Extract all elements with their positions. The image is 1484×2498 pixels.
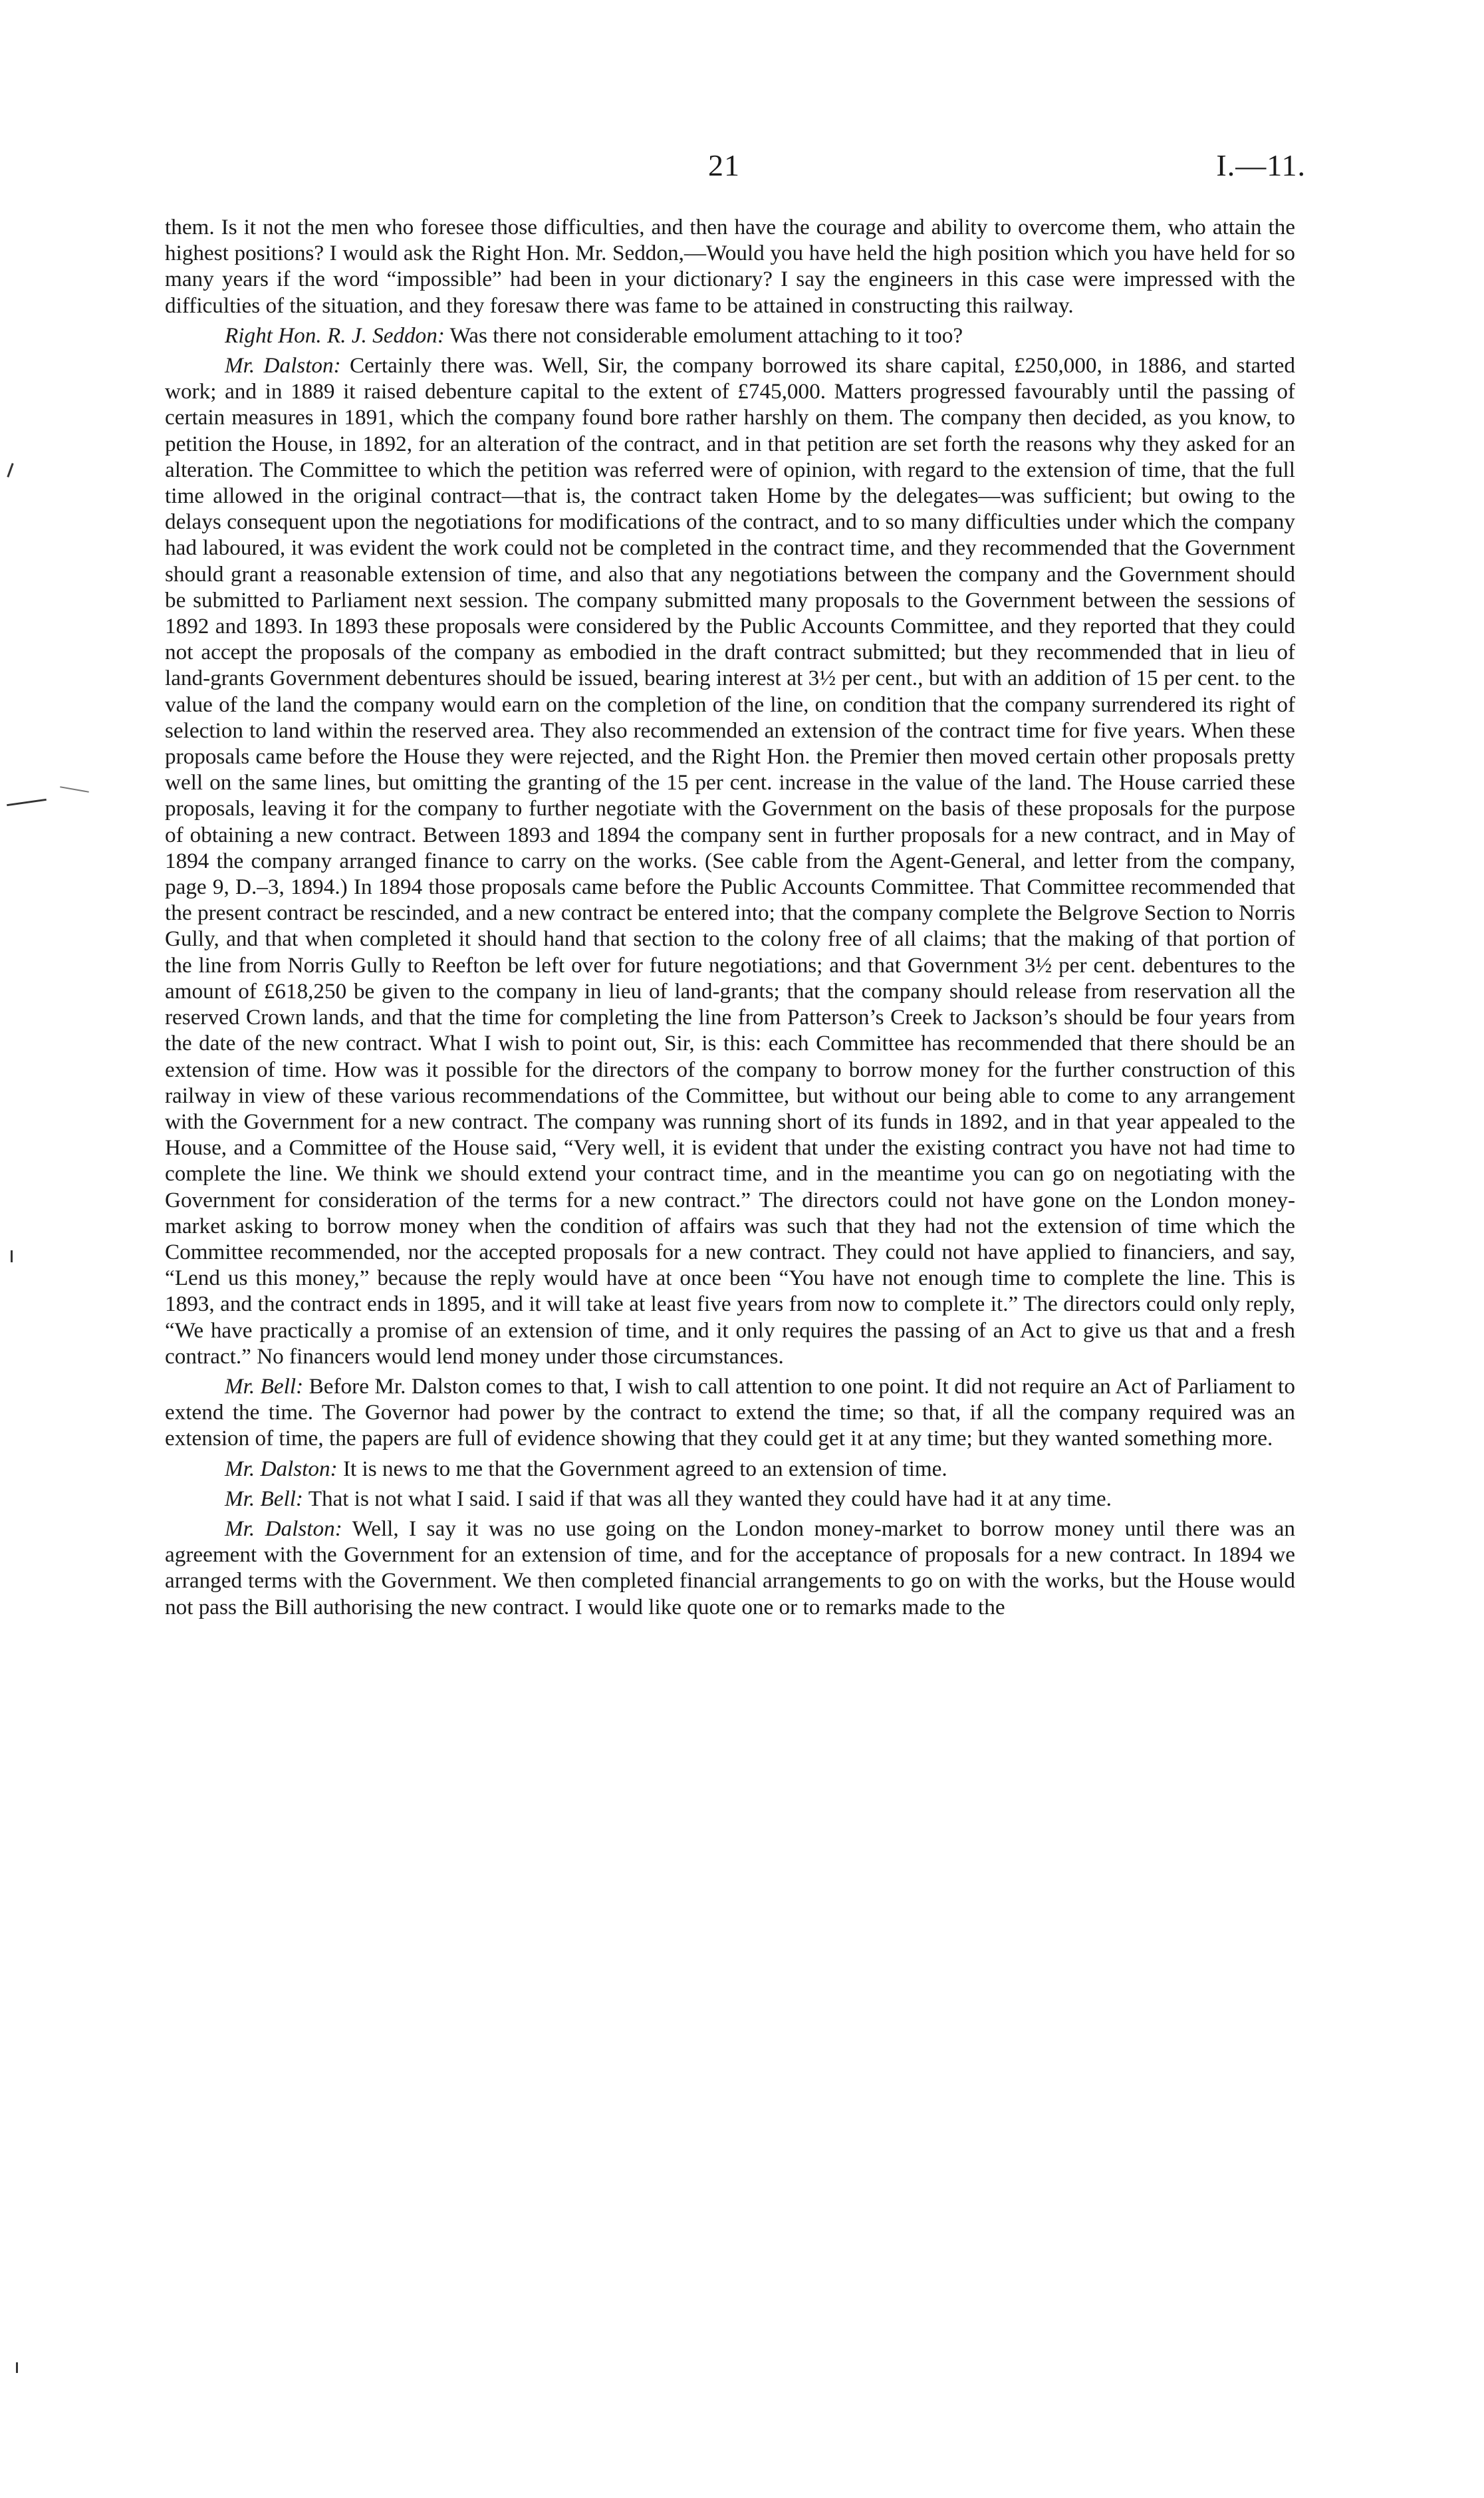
paragraph-text: Well, I say it was no use going on the London money-market to borrow money until there was an agreement with the Government for an extension of time, and for the acceptance of proposals for a new contract. In 1894 we arranged terms with the Government. We then completed financial arrangements to go on with the works, but the House would not pass the Bill authorising the new contract. I would like quote one or to remarks made to the	[165, 1516, 1295, 1619]
paragraph	[165, 214, 1295, 319]
margin-mark	[7, 463, 13, 478]
paragraph-text: Certainly there was. Well, Sir, the company borrowed its share capital, £250,000, in 1886, and started work; and in 1889 it raised debenture capital to the extent of £745,000. Matters progressed favourably until the passing of certain measures in 1891, which the company found bore rather harshly on them. The company then decided, as you know, to petition the House, in 1892, for an alteration of the contract, and in that petition are set forth the reasons why they asked for an alteration. The Committee to which the petition was referred were of opinion, with regard to the extension of time, that the full time allowed in the original contract—that is, the contract taken Home by the delegates—was sufficient; but owing to the delays consequent upon the negotiations for modifications of the contract, and to so many difficulties under which the company had laboured, it was evident the work could not be completed in the contract time, and they recommended that the Government should grant a reasonable extension of time, and also that any negotiations between the company and the Government should be submitted to Parliament next session. The company submitted many proposals to the Government between the sessions of 1892 and 1893. In 1893 these proposals were considered by the Public Accounts Committee, and they reported that they could not accept the proposals of the company as embodied in the draft contract submitted; but they recommended that in lieu of land-grants Government debentures should be issued, bearing interest at 3½ per cent., but with an addition of 15 per cent. to the value of the land the company would earn on the completion of the line, on condition that the company surrendered its right of selection to land within the reserved area. They also recommended an extension of the contract time for five years. When these proposals came before the House they were rejected, and the Right Hon. the Premier then moved certain other proposals pretty well on the same lines, but omitting the granting of the 15 per cent. increase in the value of the land. The House carried these proposals, leaving it for the company to further negotiate with the Government on the basis of these proposals for the purpose of obtaining a new contract. Between 1893 and 1894 the company sent in further proposals for a new contract, and in May of 1894 the company arranged finance to carry on the works. (See cable from the Agent-General, and letter from the company, page 9, D.–3, 1894.) In 1894 those proposals came before the Public Accounts Committee. That Committee recommended that the present contract be rescinded, and a new contract be entered into; that the company complete the Belgrove Section to Norris Gully, and that when completed it should hand that section to the colony free of all claims; that the making of that portion of the line from Norris Gully to Reefton be left over for future negotiations; and that Government 3½ per cent. debentures to the amount of £618,250 be given to the company in lieu of land-grants; that the company should release from reservation all the reserved Crown lands, and that the time for completing the line from Patterson’s Creek to Jackson’s should be four years from the date of the new contract. What I wish to point out, Sir, is this: each Committee has recommended that there should be an extension of time. How was it possible for the directors of the company to borrow money for the further construction of this railway in view of these various recommendations of the Committee, but without our being able to come to any arrangement with the Government for a new contract. The company was running short of its funds in 1892, and in that year appealed to the House, and a Committee of the House said, “Very well, it is evident that under the existing contract you have not had time to complete the line. We think we should extend your contract time, and in the meantime you can go on negotiating with the Government for consideration of the terms for a new contract.” The directors could not have gone on the London money-market asking to borrow money when the condition of affairs was such that they had not the extension of time which the Committee recommended, nor the accepted proposals for a new contract. They could not have applied to financiers, and say, “Lend us this money,” because the reply would have at once been “You have not enough time to complete the line. This is 1893, and the contract ends in 1895, and it will take at least five years from now to complete it.” The directors could only reply, “We have practically a promise of an extension of time, and it only requires the passing of an Act to give us that and a fresh contract.” No financers would lend money under those circumstances.	[165, 353, 1295, 1369]
margin-mark	[16, 2362, 18, 2373]
margin-mark	[7, 799, 47, 806]
paragraph	[165, 1456, 1295, 1482]
paragraph-text: Was there not considerable emolument attaching to it too?	[449, 323, 963, 348]
speaker-name: Mr. Bell:	[225, 1373, 304, 1399]
margin-mark	[11, 1250, 13, 1262]
document-reference: I.—11.	[1216, 148, 1306, 182]
speaker-name: Mr. Dalston:	[225, 353, 341, 378]
paragraph-text: That is not what I said. I said if that was all they wanted they could have had it at any time.	[308, 1486, 1112, 1511]
paragraph	[165, 1516, 1295, 1620]
speaker-name: Mr. Dalston:	[225, 1516, 342, 1541]
paragraph-text: them. Is it not the men who foresee those difficulties, and then have the courage and ability to overcome them, who attain the highest positions? I would ask the Right Hon. Mr. Seddon,—Would you have held the high position which you have held for so many years if the word “impossible” had been in your dictionary? I say the engineers in this case were impressed with the difficulties of the situation, and they foresaw there was fame to be attained in constructing this railway.	[165, 215, 1295, 318]
page-number: 21	[708, 148, 740, 182]
paragraph	[165, 323, 1295, 348]
speaker-name: Right Hon. R. J. Seddon:	[225, 323, 445, 348]
paragraph-text: It is news to me that the Government agreed to an extension of time.	[342, 1456, 947, 1481]
speaker-name: Mr. Bell:	[225, 1486, 303, 1511]
margin-mark	[60, 786, 89, 793]
paragraph-text: Before Mr. Dalston comes to that, I wish to call attention to one point. It did not require an Act of Parliament to extend the time. The Governor had power by the contract to extend the time; so that, if all the company required was an extension of time, the papers are full of evidence showing that they could get it at any time; but they wanted something more.	[165, 1373, 1295, 1451]
paragraph	[165, 352, 1295, 1369]
paragraph	[165, 1373, 1295, 1452]
speaker-name: Mr. Dalston:	[225, 1456, 338, 1481]
paragraph	[165, 1486, 1295, 1512]
hansard-body	[165, 214, 1295, 1620]
